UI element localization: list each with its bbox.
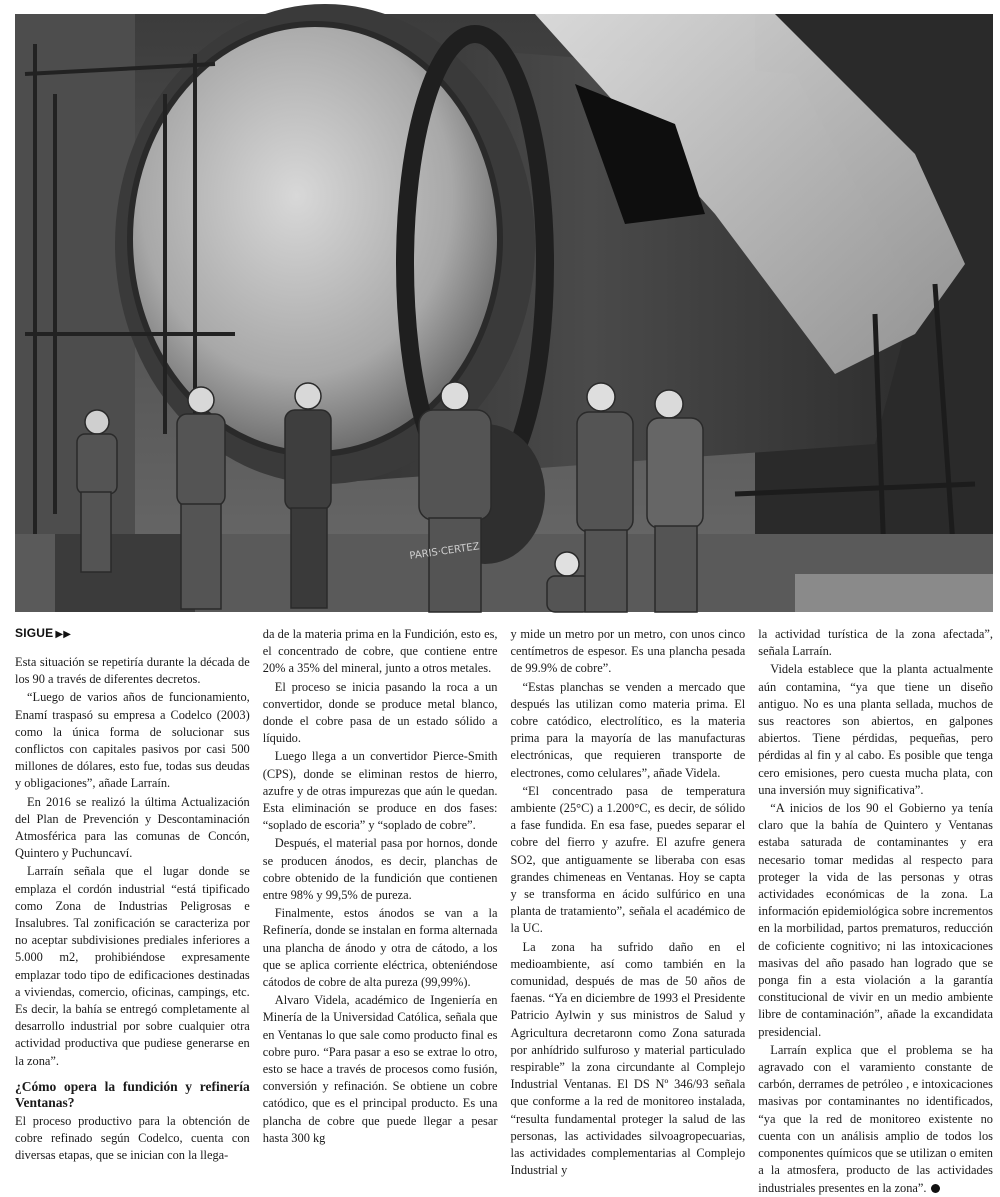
paragraph: da de la materia prima en la Fundición, esto es, el concentrado de cobre, que contiene entre 20% a 35% del mineral, junto a otros metales.	[262, 627, 498, 676]
paragraph: Luego llega a un convertidor Pierce-Smith (CPS), donde se eliminan restos de hierro, azufre y de otras impurezas que aún le quedan. Esta eliminación se produce en dos fases: “soplado de escoria” y “soplado de cobre”.	[262, 749, 498, 833]
article-photo	[15, 14, 993, 612]
sigue-text: SIGUE	[15, 626, 54, 640]
paragraph: “Luego de varios años de funcionamiento, Enamí traspasó su empresa a Codelco (2003) como la única forma de solucionar sus conflictos con capitales pasivos por casi 500 millones de dólares, esto fue, todas sus deudas y obligaciones”, añade Larraín.	[15, 690, 250, 791]
paragraph: Alvaro Videla, académico de Ingeniería en Minería de la Universidad Católica, señala que en Ventanas lo que sale como producto final es cobre puro. “Para pasar a eso se extrae lo otro, esto se hace a través de procesos como fusión, conversión y refinación. Se obtiene un cobre catódico, que es el principal producto. Es una plancha de cobre que puede llegar a pesar hasta 300 kg	[262, 993, 498, 1145]
paragraph: El proceso se inicia pasando la roca a un convertidor, donde se produce metal blanco, donde el cobre pasa de un estado sólido a líquido.	[262, 679, 498, 746]
paragraph: El proceso productivo para la obtención de cobre refinado según Codelco, cuenta con diversas etapas, que se inician con la llega-	[15, 1113, 250, 1163]
section-heading: ¿Cómo opera la fundición y refinería Ventanas?	[15, 1078, 250, 1110]
article-column-4	[758, 626, 993, 1197]
paragraph: la actividad turística de la zona afectada”, señala Larraín.	[758, 627, 993, 659]
continuation-label	[15, 626, 71, 640]
article-column-2	[263, 626, 498, 1197]
photo-stamp-text: PARIS·CERTEZ	[408, 541, 481, 562]
paragraph: Larraín señala que el lugar donde se emplaza el cordón industrial “está tipificado como Zona de Industrias Peligrosas e Insalubres. Tal zonificación se caracteriza por no aceptar subdivisiones prediales inferiores a 5.000 m2, prohibiéndose expresamente emplazar todo tipo de edificaciones destinadas a viviendas, comercio, oficinas, campings, etc. Es decir, la bahía se entregó completamente al desarrollo industrial por sobre cualquier otra actividad productiva que pudiese generarse en la zona”.	[15, 864, 250, 1068]
paragraph: Finalmente, estos ánodos se van a la Refinería, donde se instalan en forma alternada una plancha de ánodo y otra de cátodo, a los que se aplica corriente eléctrica, obteniéndose cátodos de cobre de alta pureza (99,99%).	[262, 906, 498, 990]
paragraph: “El concentrado pasa de temperatura ambiente (25°C) a 1.200°C, es decir, de sólido a fase fundida. En esa fase, puedes separar el cobre del fierro y azufre. El azufre genera SO2, que antiguamente se liberaba con esas grandes chimeneas en Ventanas. Hoy se capta y se transforma en ácido sulfúrico en una planta de tratamiento”, señala el académico de la UC.	[510, 783, 746, 936]
end-of-article-icon	[931, 1184, 940, 1193]
paragraph: “Estas planchas se venden a mercado que después las utilizan como materia prima. El cobre catódico, electrolítico, es la materia prima para la mayoría de las manufacturas electrónicas, que requieren transporte de electrones, como celulares”, añade Videla.	[510, 679, 746, 780]
paragraph: “A inicios de los 90 el Gobierno ya tenía claro que la bahía de Quintero y Ventanas estaba saturada de contaminantes y era necesario tomar medidas al respecto para proteger la vida de las personas y otras actividades económicas de la zona. La información epidemiológica sobre incrementos en la morbilidad, partos prematuros, reducción de coficiente cognitivo; ni las intoxicaciones masivas del año pasado han logrado que se ponga fin a esta violación a la garantía constitucional de vivir en un medio ambiente libre de contaminación”, añade la excandidata presidencial.	[758, 801, 993, 1039]
article-column-3	[511, 626, 746, 1197]
paragraph: La zona ha sufrido daño en el medioambiente, así como también en la comunidad, después de mas de 50 años de faenas. “Ya en diciembre de 1993 el Presidente Patricio Aylwin y sus ministros de Salud y Agricultura decretaronn como Zona saturada por anhídrido sulfuroso y material particulado respirable” la zona circundante al Complejo Industrial Ventanas. El DS Nº 346/93 señala que conforme a la red de monitoreo instalada, “resulta fundamental proteger la salud de las personas, las actividades silvoagropecuarias, las actividades complementarias al Complejo Industrial y	[510, 939, 746, 1178]
paragraph: Esta situación se repetiría durante la década de los 90 a través de diferentes decretos.	[15, 655, 250, 687]
paragraph: En 2016 se realizó la última Actualización del Plan de Prevención y Descontaminación Atmosférica para las comunas de Concón, Quintero y Puchuncaví.	[15, 794, 250, 861]
article-column-1	[15, 654, 250, 1197]
paragraph-text: Larraín explica que el problema se ha agravado con el varamiento constante de carbón, derrames de petróleo , e intoxicaciones masivas por contaminantes no identificados, “ya que la red de monitoreo existente no cuenta con un análisis amplio de todos los componentes químicos que se utilizan o emiten a la atmosfera, producto de las actividades industriales presentes en la zona”.	[758, 1042, 993, 1195]
double-arrow-icon: ▶▶	[55, 629, 72, 640]
paragraph	[758, 1042, 993, 1197]
paragraph: y mide un metro por un metro, con unos cinco centímetros de espesor. Es una plancha pesada de 99.9% de cobre”.	[510, 627, 746, 676]
paragraph: Videla establece que la planta actualmente aún contamina, “ya que tiene un diseño antiguo. No es una planta sellada, muchos de sus reactores son abiertos, en galpones abiertos. Tiene pérdidas, pequeñas, pero pérdidas al fin y al cabo. Es posible que tenga cero emisiones, pero cuesta mucha plata, con una inversión muy significativa”.	[758, 662, 993, 797]
photo-illustration	[15, 14, 993, 612]
paragraph: Después, el material pasa por hornos, donde se producen ánodos, es decir, planchas de cobre obtenido de la fundición que contienen entre 98% y 99,5% de pureza.	[262, 836, 498, 903]
